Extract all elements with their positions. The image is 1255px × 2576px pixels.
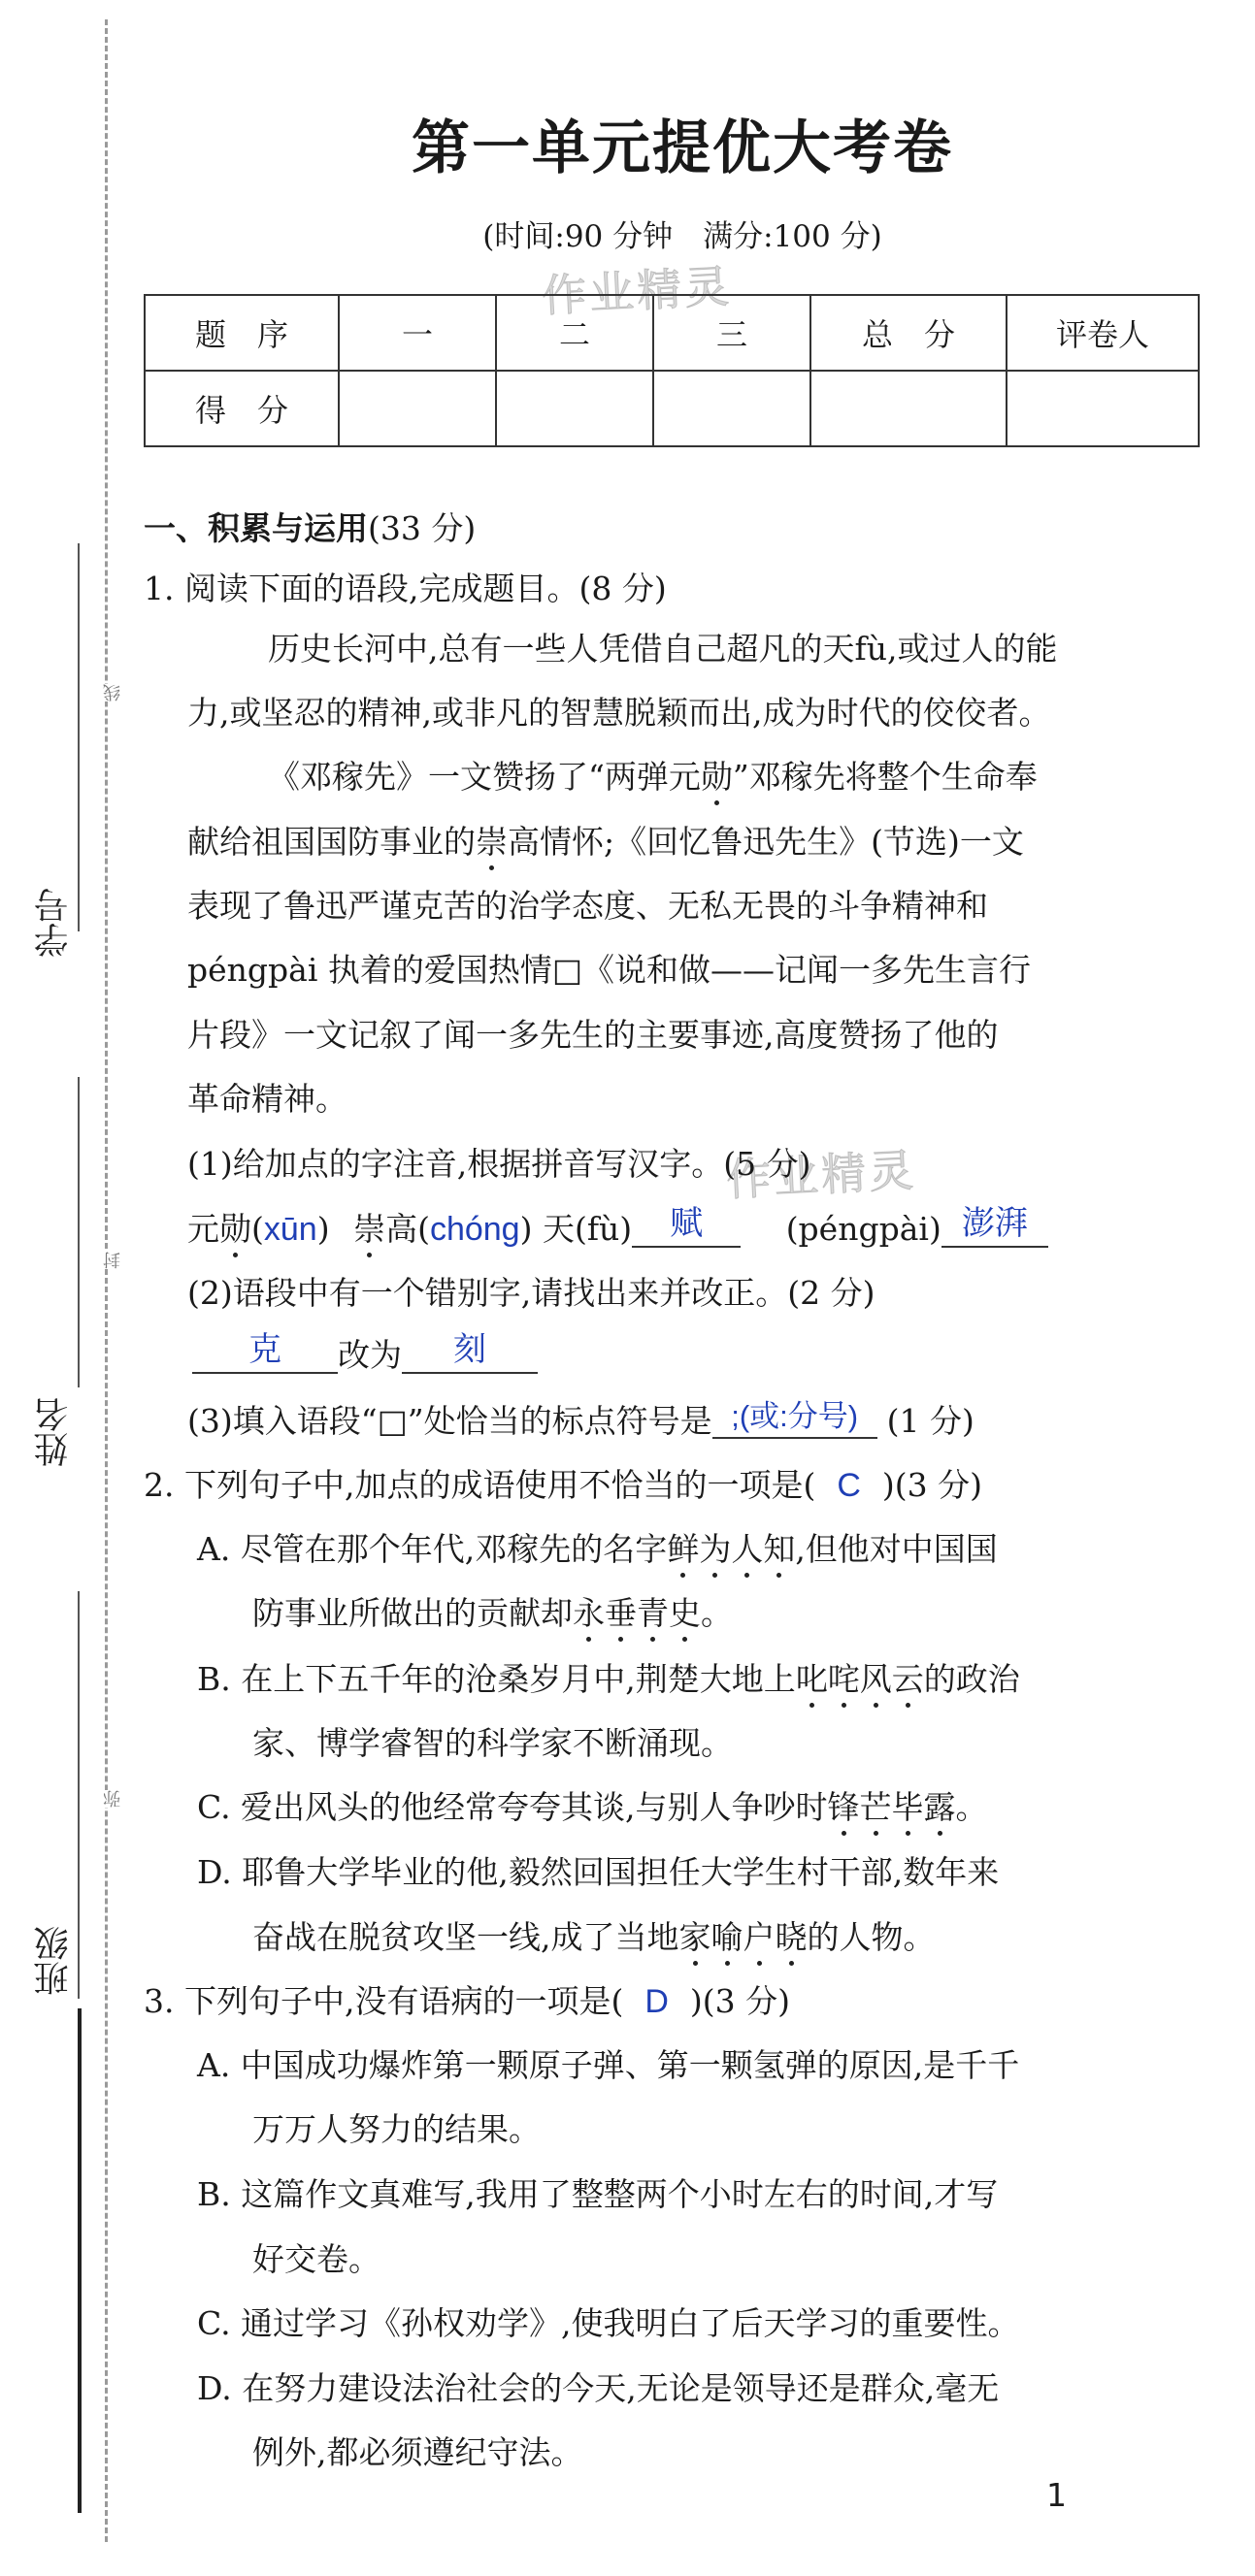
answer-text: 克 <box>248 1331 281 1368</box>
dotted-char: 芒 <box>859 1788 892 1826</box>
page-number: 1 <box>1046 2476 1067 2514</box>
q2-option-a-cont: 防事业所做出的贡献却永垂青史。 <box>252 1594 733 1632</box>
q1-sub3: (3)填入语段“□”处恰当的标点符号是 ;(或:分号) (1 分) <box>187 1399 974 1440</box>
q2-stem: 2. 下列句子中,加点的成语使用不恰当的一项是( C )(3 分) <box>144 1466 983 1504</box>
exam-time-info: (时间:90 分钟 满分:100 分) <box>482 219 882 254</box>
answer-text: chóng <box>429 1211 520 1248</box>
q3-option-c: C. 通过学习《孙权劝学》,使我明白了后天学习的重要性。 <box>197 2304 1020 2342</box>
score-row-label: 得 分 <box>145 371 339 446</box>
score-table-header: 总 分 <box>810 295 1007 371</box>
dotted-char: 露 <box>923 1788 956 1826</box>
dotted-idiom <box>828 1788 956 1826</box>
q1-passage-line: 历史长河中,总有一些人凭借自己超凡的天fù,或过人的能 <box>268 630 1058 668</box>
dotted-char: 青 <box>637 1594 669 1632</box>
score-table-row <box>145 371 1199 446</box>
score-table-header: 一 <box>339 295 496 371</box>
dotted-idiom <box>573 1594 701 1632</box>
answer-text: 赋 <box>670 1205 704 1242</box>
q1-sub2-answer: 克 改为 刻 <box>192 1339 538 1374</box>
dotted-char: 崇 <box>476 823 508 861</box>
q1-passage-line: 片段》一文记叙了闻一多先生的主要事迹,高度赞扬了他的 <box>187 1016 999 1054</box>
dotted-char: 人 <box>731 1530 764 1568</box>
dotted-idiom <box>667 1530 795 1568</box>
class-label: 班级 <box>34 1926 74 1996</box>
q1-sub2-stem: (2)语段中有一个错别字,请找出来并改正。(2 分) <box>187 1274 875 1312</box>
q1-passage-line: 表现了鲁迅严谨克苦的治学态度、无私无畏的斗争精神和 <box>187 887 988 925</box>
margin-line-char: 线 <box>101 684 126 701</box>
answer-blank[interactable] <box>712 1399 877 1439</box>
dotted-char: 勋 <box>700 758 733 796</box>
section-points: (33 分) <box>368 509 477 547</box>
score-table-header: 评卷人 <box>1007 295 1199 371</box>
margin-bar <box>78 2008 82 2513</box>
dotted-char: 为 <box>699 1530 732 1568</box>
student-no-line <box>78 543 80 931</box>
q1-passage-line: 《邓稼先》一文赞扬了“两弹元勋”邓稼先将整个生命奉 <box>268 758 1038 796</box>
dotted-char: 喻 <box>710 1918 743 1956</box>
answer-blank[interactable] <box>941 1205 1048 1248</box>
section-title: 一、积累与运用 <box>144 509 368 547</box>
q3-option-b: B. 这篇作文真难写,我用了整整两个小时左右的时间,才写 <box>197 2175 999 2213</box>
answer-text: ;(或:分号) <box>731 1399 859 1433</box>
score-cell[interactable] <box>653 371 810 446</box>
q2-option-c: C. 爱出风头的他经常夸夸其谈,与别人争吵时锋芒毕露。 <box>197 1788 988 1826</box>
q1-sub1-answers: 元勋(xūn) 崇高(chóng) 天(fù) 赋 (péngpài) 澎湃 <box>187 1213 1048 1248</box>
q2-option-b: B. 在上下五千年的沧桑岁月中,荆楚大地上叱咤风云的政治 <box>197 1660 1020 1698</box>
student-no-label: 学号 <box>34 888 74 958</box>
q1-sub1-stem: (1)给加点的字注音,根据拼音写汉字。(5 分) <box>187 1145 811 1183</box>
score-cell[interactable] <box>339 371 496 446</box>
q3-option-b-cont: 好交卷。 <box>252 2240 380 2278</box>
q1-stem: 1. 阅读下面的语段,完成题目。(8 分) <box>144 570 667 607</box>
dotted-char: 知 <box>763 1530 796 1568</box>
dotted-char: 锋 <box>827 1788 860 1826</box>
score-table-header: 二 <box>496 295 653 371</box>
dotted-char: 鲜 <box>667 1530 700 1568</box>
score-table-header: 三 <box>653 295 810 371</box>
q1-passage-line: 力,或坚忍的精神,或非凡的智慧脱颖而出,成为时代的佼佼者。 <box>187 694 1051 732</box>
dotted-char: 毕 <box>891 1788 924 1826</box>
answer-text: xūn <box>263 1211 317 1248</box>
name-label: 姓名 <box>34 1397 74 1467</box>
q3-stem: 3. 下列句子中,没有语病的一项是( D )(3 分) <box>144 1982 791 2020</box>
q3-option-a: A. 中国成功爆炸第一颗原子弹、第一颗氢弹的原因,是千千 <box>197 2046 1020 2084</box>
page-title: 第一单元提优大考卷 <box>412 114 953 182</box>
answer-text: 刻 <box>453 1331 486 1368</box>
dotted-char: 云 <box>891 1660 924 1698</box>
score-table-header-row <box>145 295 1199 371</box>
dotted-char: 勋 <box>219 1210 251 1248</box>
section-heading <box>144 509 477 547</box>
q3-option-a-cont: 万万人努力的结果。 <box>252 2110 541 2148</box>
dotted-char: 风 <box>859 1660 892 1698</box>
q1-passage-line: 革命精神。 <box>187 1080 347 1118</box>
margin-close-char: 弥 <box>101 1790 126 1808</box>
dotted-char: 永 <box>573 1594 605 1632</box>
dotted-idiom <box>796 1660 924 1698</box>
answer-blank[interactable] <box>632 1205 741 1248</box>
dotted-char: 垂 <box>605 1594 637 1632</box>
q2-option-d: D. 耶鲁大学毕业的他,毅然回国担任大学生村干部,数年来 <box>197 1853 1000 1891</box>
answer-blank[interactable] <box>192 1331 338 1374</box>
dotted-char: 叱 <box>795 1660 828 1698</box>
watermark-2: 作业精灵 <box>724 1143 918 1207</box>
dotted-char: 晓 <box>775 1918 808 1956</box>
margin-seal-char: 封 <box>101 1252 126 1269</box>
q2-option-b-cont: 家、博学睿智的科学家不断涌现。 <box>252 1724 733 1762</box>
dotted-char: 家 <box>678 1918 711 1956</box>
dotted-idiom <box>679 1918 808 1956</box>
dotted-char: 户 <box>743 1918 776 1956</box>
score-table <box>144 294 1200 447</box>
answer-text: C <box>837 1467 861 1504</box>
q1-passage-line: péngpài 执着的爱国热情□《说和做——记闻一多先生言行 <box>187 951 1032 989</box>
q2-option-d-cont: 奋战在脱贫攻坚一线,成了当地家喻户晓的人物。 <box>252 1918 936 1956</box>
q2-option-a: A. 尽管在那个年代,邓稼先的名字鲜为人知,但他对中国国 <box>197 1530 998 1568</box>
binding-cut-line <box>105 19 108 2542</box>
score-cell[interactable] <box>1007 371 1199 446</box>
score-cell[interactable] <box>496 371 653 446</box>
dotted-char: 咤 <box>827 1660 860 1698</box>
q3-option-d-cont: 例外,都必须遵纪守法。 <box>252 2433 583 2471</box>
answer-text: 澎湃 <box>961 1205 1028 1242</box>
answer-text: D <box>644 1983 669 2020</box>
q3-option-d: D. 在努力建设法治社会的今天,无论是领导还是群众,毫无 <box>197 2369 1000 2407</box>
q1-passage-line: 献给祖国国防事业的崇高情怀;《回忆鲁迅先生》(节选)一文 <box>187 823 1024 861</box>
dotted-char: 崇 <box>353 1210 386 1248</box>
score-table-header: 题 序 <box>145 295 339 371</box>
name-line <box>78 1077 80 1387</box>
watermark: 作业精灵 <box>540 259 734 323</box>
dotted-char: 史 <box>669 1594 701 1632</box>
answer-blank[interactable] <box>402 1331 538 1374</box>
score-cell[interactable] <box>810 371 1007 446</box>
